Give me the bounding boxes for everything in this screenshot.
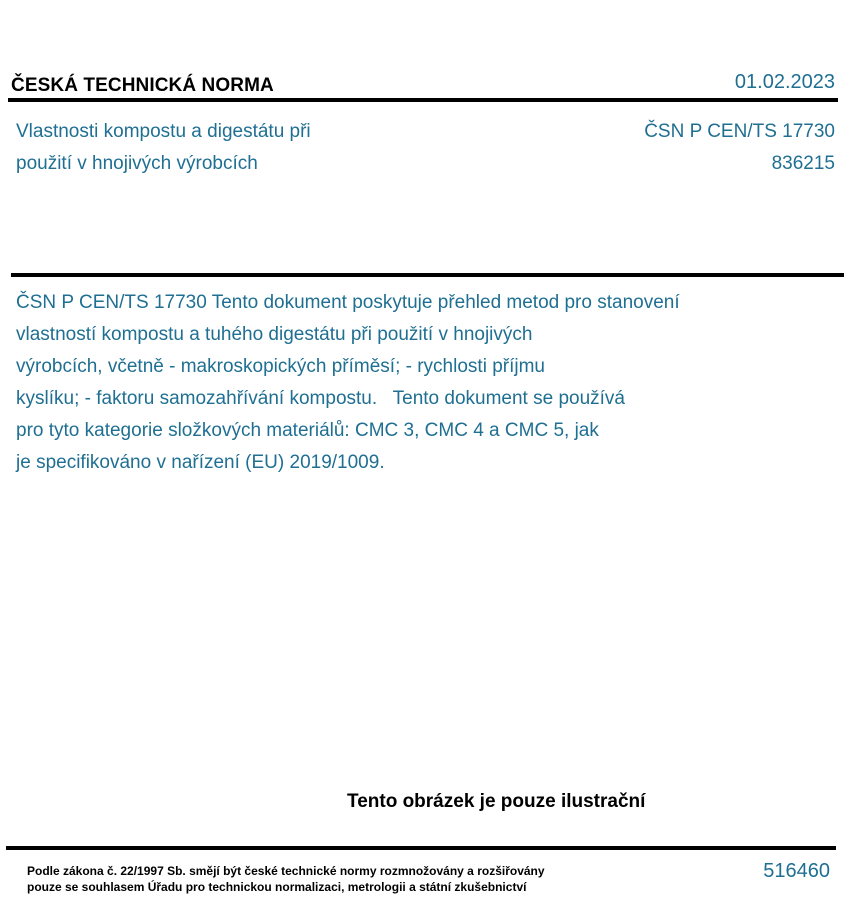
legal-notice-line: pouze se souhlasem Úřadu pro technickou normalizaci, metrologii a státní zkušebnictví [27, 880, 527, 894]
publication-date: 01.02.2023 [734, 71, 835, 93]
illustration-note: Tento obrázek je pouze ilustrační [347, 791, 646, 812]
footer-divider [6, 846, 836, 850]
document-title [16, 116, 446, 180]
legal-notice-line: Podle zákona č. 22/1997 Sb. smějí být české technické normy rozmnožovány a rozšiřovány [27, 864, 545, 878]
abstract-line: pro tyto kategorie složkových materiálů: CMC 3, CMC 4 a CMC 5, jak [16, 420, 599, 441]
document-identifiers [644, 116, 835, 180]
abstract-line: výrobcích, včetně - makroskopických příměsí; - rychlosti příjmu [16, 356, 545, 377]
abstract-line: je specifikováno v nařízení (EU) 2019/1009. [16, 452, 385, 473]
document-title-line: použití v hnojivých výrobcích [16, 153, 258, 174]
abstract-line: vlastností kompostu a tuhého digestátu při použití v hnojivých [16, 324, 533, 345]
header-divider [8, 98, 838, 102]
document-number: 516460 [763, 860, 830, 882]
standard-type-heading: ČESKÁ TECHNICKÁ NORMA [11, 75, 274, 96]
class-number: 836215 [771, 153, 835, 174]
section-divider [11, 273, 844, 277]
abstract-line: kyslíku; - faktoru samozahřívání kompostu. Tento dokument se používá [16, 388, 626, 409]
abstract-text [16, 287, 806, 479]
legal-notice [27, 863, 545, 895]
standard-code: ČSN P CEN/TS 17730 [644, 121, 835, 142]
document-title-line: Vlastnosti kompostu a digestátu při [16, 121, 311, 142]
abstract-line: ČSN P CEN/TS 17730 Tento dokument poskytuje přehled metod pro stanovení [16, 292, 680, 313]
